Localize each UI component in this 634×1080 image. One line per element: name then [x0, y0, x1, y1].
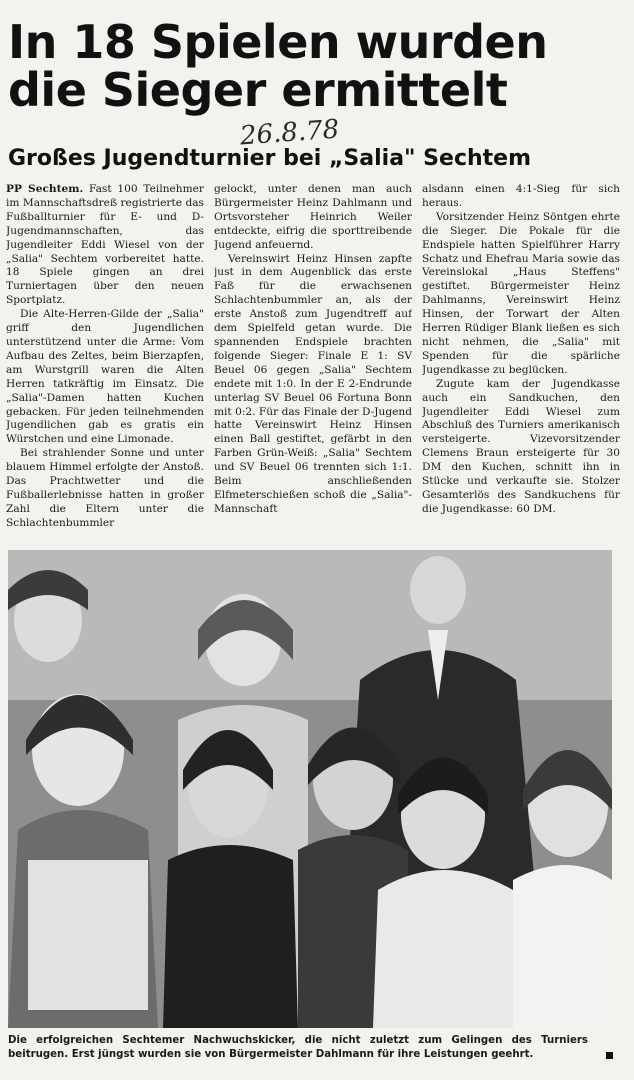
- subheadline: Großes Jugendturnier bei „Salia" Sechtem: [8, 146, 532, 171]
- paragraph: PP Sechtem. Fast 100 Teilnehmer im Mannschaftsdreß registrierte das Fußballturnier für E- und D-Jugendmannschaften, das Jugendleiter Eddi Wiesel von der „Salia" Sechtem vorbereitet hatte. 18 Spiele gingen an drei Turniertagen über den neuen Sportplatz.: [6, 183, 204, 307]
- headline: In 18 Spielen wurden die Sieger ermittelt: [8, 15, 548, 117]
- paragraph: Bei strahlender Sonne und unter blauem Himmel erfolgte der Anstoß. Das Prachtwetter und die Fußballerlebnisse hatten in großer Zahl die Eltern unter die Schlachtenbummler: [6, 447, 204, 529]
- article-column-1: [6, 183, 204, 547]
- photo-caption: Die erfolgreichen Sechtemer Nachwuchskicker, die nicht zuletzt zum Gelingen des Turniers beitrugen. Erst jüngst wurden sie von Bürgermeister Dahlmann für ihre Leistungen geehrt.: [8, 1035, 588, 1060]
- paragraph: Vorsitzender Heinz Söntgen ehrte die Sieger. Die Pokale für die Endspiele hatten Spielführer Harry Schatz und Ehefrau Maria sowie das Vereinslokal „Haus Steffens" gestiftet. Bürgermeister Heinz Dahlmanns, Vereinswirt Heinz Hinsen, der Torwart der Alten Herren Rüdiger Blank ließen es sich nicht nehmen, die „Salia" mit Spenden für die spärliche Jugendkasse zu beglücken.: [422, 210, 620, 376]
- paragraph: Vereinswirt Heinz Hinsen zapfte just in dem Augenblick das erste Faß für die erwachsenen Schlachtenbummler an, als der erste Anstoß zum Jugendtreff auf dem Spielfeld getan wurde. Die spannenden Endspiele brachten folgende Sieger: Finale E 1: SV Beuel 06 gegen „Salia" Sechtem endete mit 1:0. In der E 2-Endrunde unterlag SV Beuel 06 Fortuna Bonn mit 0:2. Für das Finale der D-Jugend hatte Vereinswirt Heinz Hinsen einen Ball gestiftet, gefärbt in den Farben Grün-Weiß: „Salia" Sechtem und SV Beuel 06 trennten sich 1:1. Beim anschließenden Elfmeterschießen schoß die „Salia"-Mannschaft: [214, 252, 412, 515]
- handwritten-date: 26.8.78: [239, 114, 341, 152]
- article-body: [6, 183, 620, 547]
- paragraph: alsdann einen 4:1-Sieg für sich heraus.: [422, 183, 620, 209]
- paragraph: Zugute kam der Jugendkasse auch ein Sandkuchen, den Jugendleiter Eddi Wiesel zum Abschluß des Turniers amerikanisch versteigerte. Vizevorsitzender Clemens Braun ersteigerte für 30 DM den Kuchen, schnitt ihn in Stücke und verkaufte sie. Stolzer Gesamterlös des Sandkuchens für die Jugendkasse: 60 DM.: [422, 377, 620, 515]
- paragraph: gelockt, unter denen man auch Bürgermeister Heinz Dahlmann und Ortsvorsteher Heinrich Weiler entdeckte, eifrig die sporttreibende Jugend anfeuernd.: [214, 183, 412, 251]
- dateline: PP Sechtem.: [6, 183, 84, 195]
- article-column-3: [422, 183, 620, 547]
- team-photo: [8, 550, 612, 1028]
- paragraph: Die Alte-Herren-Gilde der „Salia" griff den Jugendlichen unterstützend unter die Arme: Vom Aufbau des Zeltes, beim Bierzapfen, am Wurstgrill waren die Alten Herren tatkräftig im Einsatz. Die „Salia"-Damen hatten Kuchen gebacken. Für jeden teilnehmenden Jugendlichen gab es gratis ein Würstchen und eine Limonade.: [6, 308, 204, 446]
- end-of-article-mark: [606, 1052, 613, 1059]
- article-column-2: [214, 183, 412, 547]
